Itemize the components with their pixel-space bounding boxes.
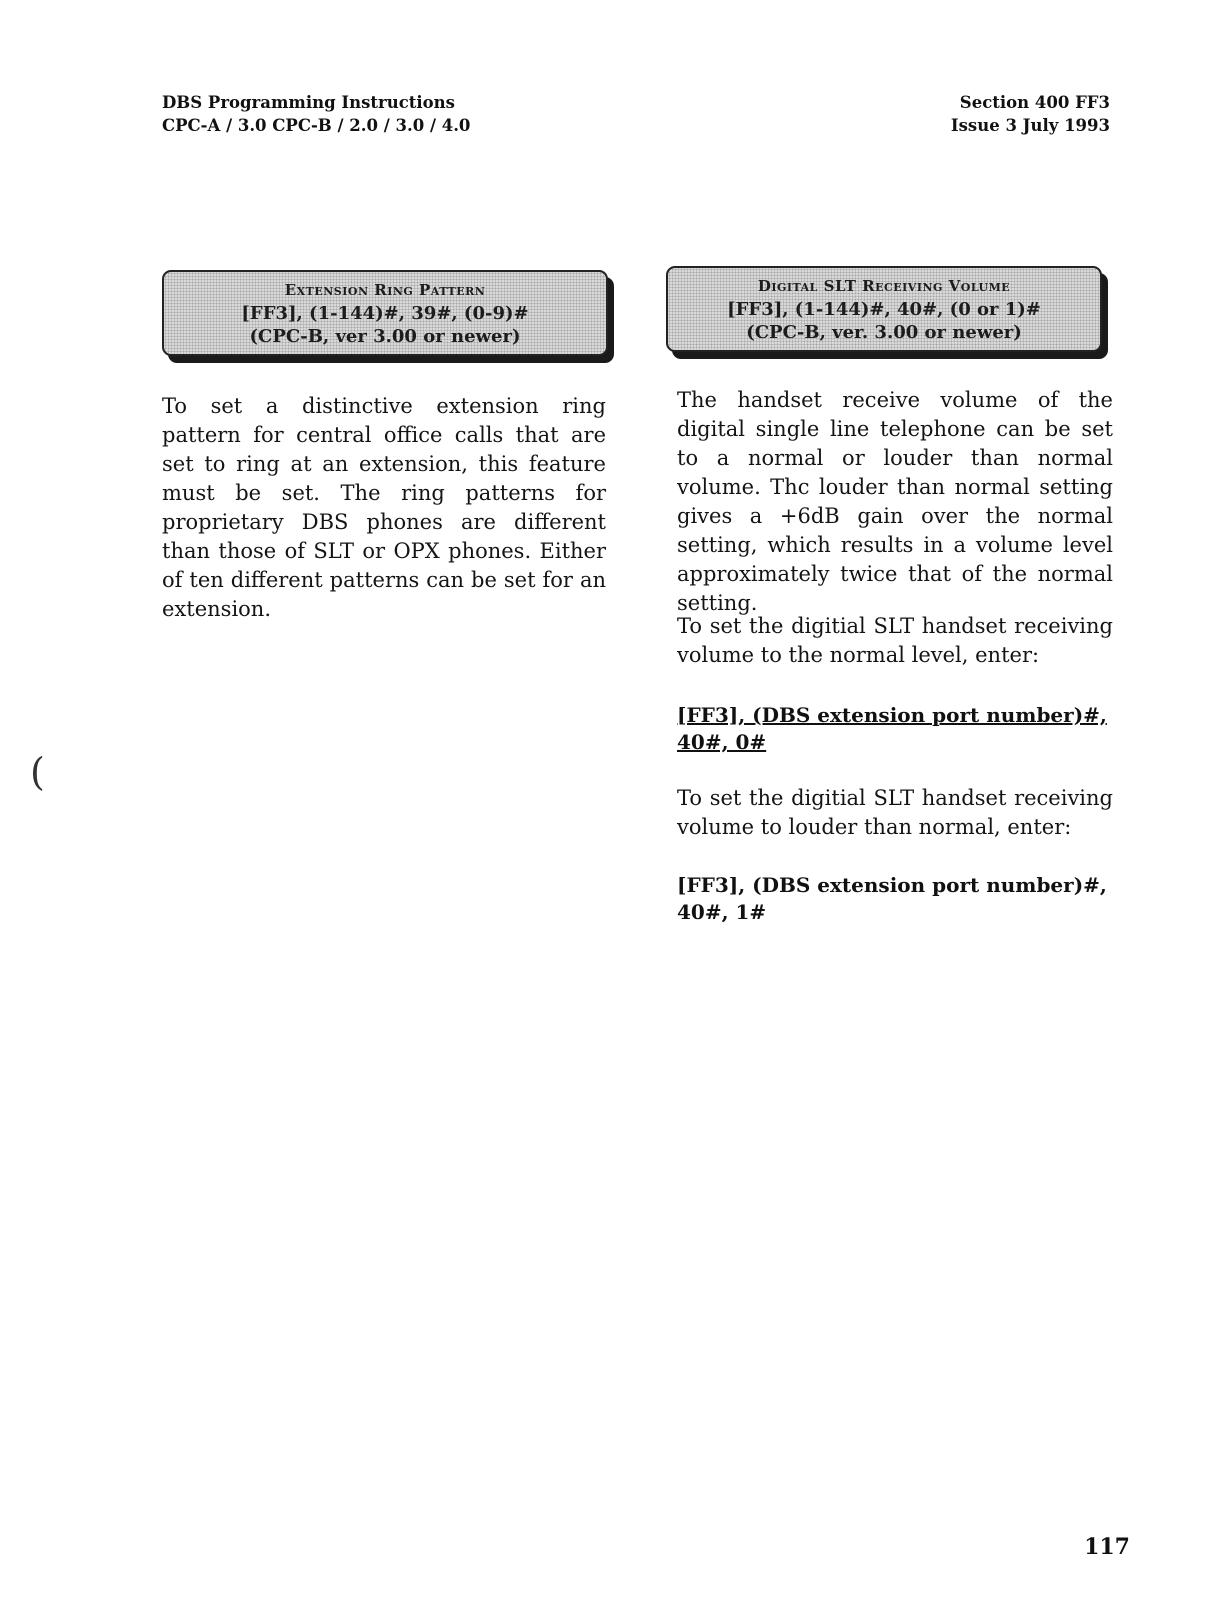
manual-title: DBS Programming Instructions [162, 93, 455, 112]
header-right [951, 91, 1110, 137]
manual-versions: CPC-A / 3.0 CPC-B / 2.0 / 3.0 / 4.0 [162, 116, 471, 135]
louder-level-instruction: To set the digitial SLT handset receiving volume to louder than normal, enter: [677, 786, 1113, 839]
box-code: [FF3], (1-144)#, 39#, (0-9)# [241, 302, 529, 324]
extension-ring-pattern-box [162, 270, 608, 356]
command-line: [FF3], (DBS extension port number)#, [677, 703, 1107, 727]
margin-mark: ( [30, 750, 45, 794]
command-line: 40#, 1# [677, 900, 767, 924]
issue-date: Issue 3 July 1993 [950, 116, 1110, 135]
ring-pattern-description: To set a distinctive extension ring pattern for central office calls that are set to ring at an extension, this feature must be set. The ring patterns for proprietary DBS phones are different than those of SLT or OPX phones. Either of ten different patterns can be set for an extension. [162, 394, 606, 621]
digital-slt-receiving-volume-box [666, 266, 1102, 352]
box-version: (CPC-B, ver 3.00 or newer) [249, 325, 521, 347]
box-code: [FF3], (1-144)#, 40#, (0 or 1)# [727, 298, 1041, 320]
normal-level-command [677, 702, 1107, 756]
page-number: 117 [1084, 1534, 1130, 1560]
section-label: Section 400 FF3 [959, 93, 1110, 112]
box-title: Digital SLT Receiving Volume [757, 276, 1011, 295]
volume-description: The handset receive volume of the digital single line telephone can be set to a normal or louder than normal volume. Thc louder than normal setting gives a +6dB gain over the normal setting, which results in a volume level approximately twice that of the normal setting. [677, 388, 1113, 615]
header-left [162, 91, 470, 137]
command-line: 40#, 0# [677, 730, 767, 754]
box-title: Extension Ring Pattern [284, 280, 486, 299]
normal-level-instruction: To set the digitial SLT handset receiving volume to the normal level, enter: [677, 614, 1113, 667]
louder-level-command [677, 872, 1107, 926]
command-line: [FF3], (DBS extension port number)#, [677, 873, 1107, 897]
box-version: (CPC-B, ver. 3.00 or newer) [746, 321, 1022, 343]
